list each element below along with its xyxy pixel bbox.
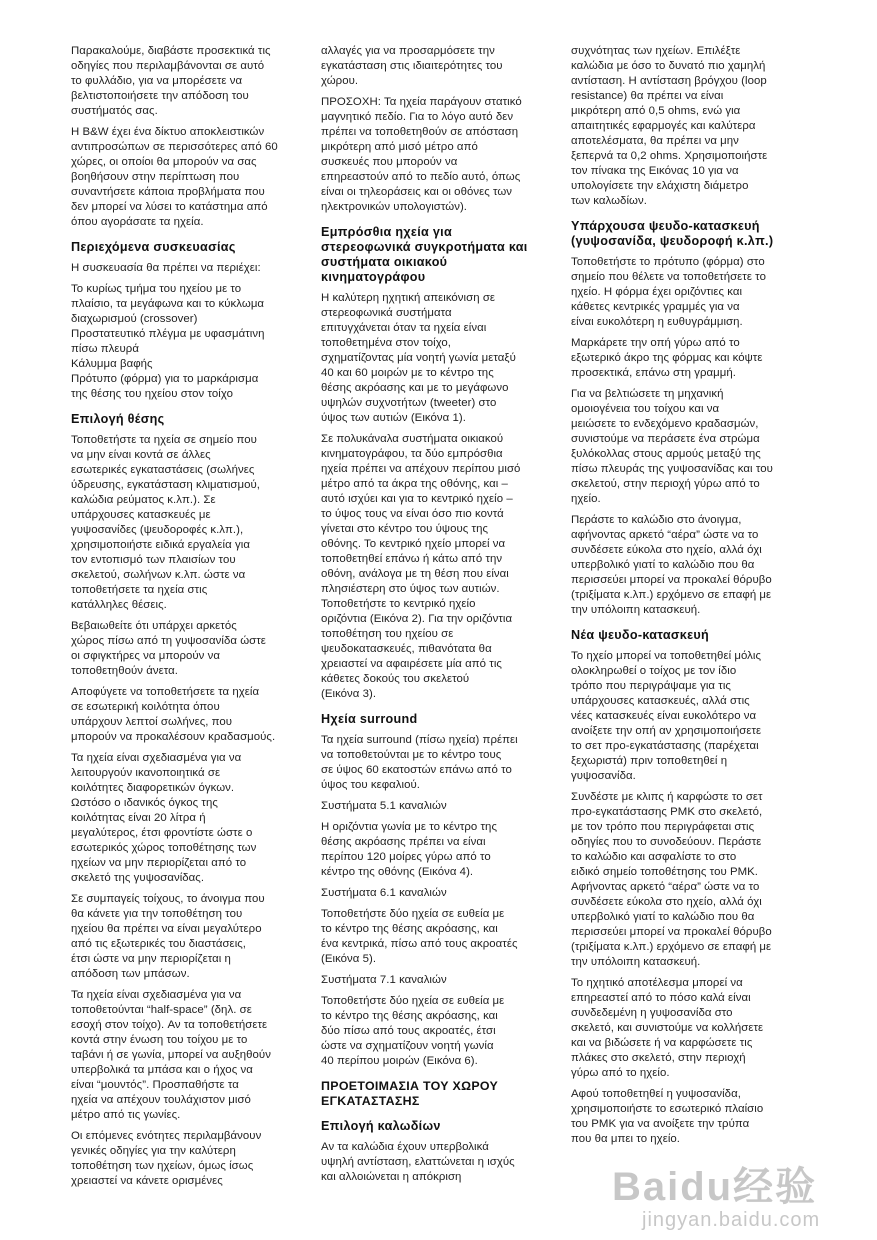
paragraph: Το ηχείο μπορεί να τοποθετηθεί μόλις ολοκληρωθεί ο τοίχος με τον ίδιο τρόπο που περιγράψαμε για τις υπάρχουσες κατασκευές, αλλά στις νέες κατασκευές είναι ευκολότερο να ανοίξετε την οπή αν χρησιμοποιήσετε το σετ προ-εγκατάστασης (παρέχεται ξεχωριστά) πριν τοποθετηθεί η γυψοσανίδα. <box>571 650 762 782</box>
paragraph: Τοποθετήστε το πρότυπο (φόρμα) στο σημείο που θέλετε να τοποθετήσετε το ηχείο. Η φόρμα έχει οριζόντιες και κάθετες κεντρικές γραμμές για να είναι ευκολότερη η ευθυγράμμιση. <box>571 256 766 328</box>
section-heading: Εμπρόσθια ηχεία για στερεοφωνικά συγκροτήματα και συστήματα οικιακού κινηματογράφου <box>321 225 528 284</box>
paragraph: Τοποθετήστε τα ηχεία σε σημείο που να μην είναι κοντά σε άλλες εσωτερικές εγκαταστάσεις (σωλήνες ύδρευσης, εγκατάσταση κλιματισμού, καλώδια ρεύματος κ.λπ.). Σε υπάρχουσες κατασκευές με γυψοσανίδες (ψευδοροφές κ.λπ.), χρησιμοποιήστε ειδικά εργαλεία για τον εντοπισμό των πλαισίων του σκελετού, σωλήνων κ.λπ. ώστε να τοποθετήσετε τα ηχεία στις κατάλληλες θέσεις. <box>71 434 260 611</box>
column-2 <box>321 44 569 1191</box>
paragraph: Σε συμπαγείς τοίχους, το άνοιγμα που θα κάνετε για την τοποθέτηση του ηχείου θα πρέπει να είναι μεγαλύτερο από τις εξωτερικές του διαστάσεις, έτσι ώστε να μην περιορίζεται η απόδοση των μπάσων. <box>71 893 265 980</box>
paragraph: αλλαγές για να προσαρμόσετε την εγκατάσταση στις ιδιαιτερότητες του χώρου. <box>321 45 503 87</box>
paragraph: Το ηχητικό αποτέλεσμα μπορεί να επηρεαστεί από το πόσο καλά είναι συνδεδεμένη η γυψοσανίδα στο σκελετό, και συνιστούμε να κολλήσετε και να βιδώσετε ή να καρφώσετε τις πλάκες στο σκελετό, στην περιοχή γύρω από το ηχείο. <box>571 977 764 1079</box>
section-heading: Υπάρχουσα ψευδο-κατασκευή (γυψοσανίδα, ψευδοροφή κ.λπ.) <box>571 219 774 248</box>
paragraph: Οι επόμενες ενότητες περιλαμβάνουν γενικές οδηγίες για την καλύτερη τοποθέτηση των ηχείων, όμως ίσως χρειαστεί να κάνετε ορισμένες <box>71 1130 262 1187</box>
paragraph: Το κυρίως τμήμα του ηχείου με το πλαίσιο, τα μεγάφωνα και το κύκλωμα διαχωρισμού (crossover) Προστατευτικό πλέγμα με υφασμάτινη πίσω πλευρά Κάλυμμα βαφής Πρότυπο (φόρμα) για το μαρκάρισμα της θέσης του ηχείου στον τοίχο <box>71 283 265 400</box>
paragraph: ΠΡΟΣΟΧΗ: Τα ηχεία παράγουν στατικό μαγνητικό πεδίο. Για το λόγο αυτό δεν πρέπει να τοποθετηθούν σε απόσταση μικρότερη από μισό μέτρο από συσκευές που μπορούν να επηρεαστούν από το πεδίο αυτό, όπως είναι οι τηλεοράσεις και οι οθόνες των ηλεκτρονικών υπολογιστών). <box>321 96 522 213</box>
paragraph: Συνδέστε με κλιπς ή καρφώστε το σετ προ-εγκατάστασης PMK στο σκελετό, με τον τρόπο που περιγράφεται στις οδηγίες που το συνοδεύουν. Περάστε το καλώδιο και ασφαλίστε το στο ειδικό σημείο τοποθέτησης του PMK. Αφήνοντας αρκετό “αέρα” ώστε να το συνδέσετε εύκολα στο ηχείο, αλλά όχι υπερβολικό γιατί το καλώδιο που θα περισσεύει μπορεί να προκαλεί θόρυβο (τριξίματα κ.λπ.) ερχόμενο σε επαφή με την υπόλοιπη κατασκευή. <box>571 791 772 968</box>
paragraph: Αν τα καλώδια έχουν υπερβολικά υψηλή αντίσταση, ελαττώνεται η ισχύς και αλλοιώνεται η απόκριση <box>321 1141 515 1183</box>
paragraph: Συστήματα 5.1 καναλιών <box>321 800 447 812</box>
paragraph: Τα ηχεία surround (πίσω ηχεία) πρέπει να τοποθετούνται με το κέντρο τους σε ύψος 60 εκατοστών επάνω από το ύψος του κεφαλιού. <box>321 734 518 791</box>
paragraph: Σε πολυκάναλα συστήματα οικιακού κινηματογράφου, τα δύο εμπρόσθια ηχεία πρέπει να απέχουν περίπου μισό μέτρο από τα άκρα της οθόνης, και – αυτό ισχύει και για το κεντρικό ηχείο – το ύψος τους να είναι όσο πιο κοντά γίνεται στο κέντρο του ύψους της οθόνης. Το κεντρικό ηχείο μπορεί να τοποθετηθεί επάνω ή κάτω από την οθόνη, ανάλογα με τη θέση που είναι πλησιέστερη στο ύψος των αυτιών. Τοποθετήστε το κεντρικό ηχείο οριζόντια (Εικόνα 2). Για την οριζόντια τοποθέτηση του ηχείου σε ψευδοκατασκευές, πιθανότατα θα χρειαστεί να αφαιρέσετε μία από τις κάθετες δοκούς του σκελετού (Εικόνα 3). <box>321 433 521 700</box>
paragraph: Για να βελτιώσετε τη μηχανική ομοιογένεια του τοίχου και να μειώσετε το ενδεχόμενο κραδασμών, συνιστούμε να περάσετε ένα στρώμα ξυλόκολλας στους αρμούς μεταξύ της πίσω πλευράς της γυψοσανίδας και του σκελετού, στην περιοχή γύρω από το ηχείο. <box>571 388 773 505</box>
paragraph: Περάστε το καλώδιο στο άνοιγμα, αφήνοντας αρκετό “αέρα” ώστε να το συνδέσετε εύκολα στο ηχείο, αλλά όχι υπερβολικό γιατί το καλώδιο που θα περισσεύει μπορεί να προκαλεί θόρυβο (τριξίματα κ.λπ.) ερχόμενο σε επαφή με την υπόλοιπη κατασκευή. <box>571 514 772 616</box>
section-heading: Επιλογή καλωδίων <box>321 1119 441 1133</box>
paragraph: Η οριζόντια γωνία με το κέντρο της θέσης ακρόασης πρέπει να είναι περίπου 120 μοίρες γύρω από το κέντρο της οθόνης (Εικόνα 4). <box>321 821 497 878</box>
paragraph: συχνότητας των ηχείων. Επιλέξτε καλώδια με όσο το δυνατό πιο χαμηλή αντίσταση. Η αντίσταση βρόγχου (loop resistance) θα πρέπει να είναι μικρότερη από 0,5 ohms, ενώ για απαιτητικές εφαρμογές και καλύτερα αποτελέσματα, θα πρέπει να μην ξεπερνά τα 0,2 ohms. Χρησιμοποιήστε τον πίνακα της Εικόνας 10 για να υπολογίσετε την ελάχιστη διάμετρο των καλωδίων. <box>571 45 768 207</box>
paragraph: Αφού τοποθετηθεί η γυψοσανίδα, χρησιμοποιήστε το εσωτερικό πλαίσιο του PMK για να ανοίξετε την τρύπα που θα μπει το ηχείο. <box>571 1088 764 1145</box>
paragraph: Τοποθετήστε δύο ηχεία σε ευθεία με το κέντρο της θέσης ακρόασης, και ένα κεντρικά, πίσω από τους ακροατές (Εικόνα 5). <box>321 908 518 965</box>
paragraph: Αποφύγετε να τοποθετήσετε τα ηχεία σε εσωτερική κοιλότητα όπου υπάρχουν λεπτοί σωλήνες, που μπορούν να προκαλέσουν κραδασμούς. <box>71 686 276 743</box>
watermark-url: jingyan.baidu.com <box>642 1209 821 1231</box>
paragraph: Παρακαλούμε, διαβάστε προσεκτικά τις οδηγίες που περιλαμβάνονται σε αυτό το φυλλάδιο, για να μπορέσετε να βελτιστοποιήσετε την απόδοση του συστήματός σας. <box>71 45 271 117</box>
paragraph: Τα ηχεία είναι σχεδιασμένα για να τοποθετούνται “half-space” (δηλ. σε εσοχή στον τοίχο). Αν τα τοποθετήσετε κοντά στην ένωση του τοίχου με το ταβάνι ή σε γωνία, μπορεί να αυξηθούν υπερβολικά τα μπάσα και ο ήχος να είναι “μουντός”. Προσπαθήστε τα ηχεία να απέχουν τουλάχιστον μισό μέτρο από τις γωνίες. <box>71 989 271 1121</box>
section-heading: ΠΡΟΕΤΟΙΜΑΣΙΑ ΤΟΥ ΧΩΡΟΥ ΕΓΚΑΤΑΣΤΑΣΗΣ <box>321 1079 499 1108</box>
watermark-logo: Baidu经验 <box>612 1165 818 1209</box>
section-heading: Επιλογή θέσης <box>71 412 165 426</box>
paragraph: Η συσκευασία θα πρέπει να περιέχει: <box>71 262 261 274</box>
paragraph: Η καλύτερη ηχητική απεικόνιση σε στερεοφωνικά συστήματα επιτυγχάνεται όταν τα ηχεία είναι τοποθετημένα στον τοίχο, σχηματίζοντας μία νοητή γωνία μεταξύ 40 και 60 μοιρών με το κέντρο της θέσης ακρόασης και με το μεγάφωνο υψηλών συχνοτήτων (tweeter) στο ύψος των αυτιών (Εικόνα 1). <box>321 292 516 424</box>
paragraph: Τα ηχεία είναι σχεδιασμένα για να λειτουργούν ικανοποιητικά σε κοιλότητες διαφορετικών όγκων. Ωστόσο ο ιδανικός όγκος της κοιλότητας είναι 20 λίτρα ή μεγαλύτερος, έτσι φροντίστε ώστε ο εσωτερικός χώρος τοποθέτησης των ηχείων να μην περιορίζεται από το σκελετό της γυψοσανίδας. <box>71 752 257 884</box>
column-1 <box>71 44 319 1195</box>
column-3 <box>571 44 819 1153</box>
paragraph: Τοποθετήστε δύο ηχεία σε ευθεία με το κέντρο της θέσης ακρόασης, και δύο πίσω από τους ακροατές, έτσι ώστε να σχηματίζουν νοητή γωνία 40 περίπου μοιρών (Εικόνα 6). <box>321 995 505 1067</box>
paragraph: Βεβαιωθείτε ότι υπάρχει αρκετός χώρος πίσω από τη γυψοσανίδα ώστε οι σφιγκτήρες να μπορούν να τοποθετηθούν άνετα. <box>71 620 266 677</box>
paragraph: Συστήματα 6.1 καναλιών <box>321 887 447 899</box>
section-heading: Νέα ψευδο-κατασκευή <box>571 628 710 642</box>
paragraph: Συστήματα 7.1 καναλιών <box>321 974 447 986</box>
section-heading: Ηχεία surround <box>321 712 418 726</box>
baidu-watermark <box>612 1166 820 1232</box>
section-heading: Περιεχόμενα συσκευασίας <box>71 240 236 254</box>
paragraph: Μαρκάρετε την οπή γύρω από το εξωτερικό άκρο της φόρμας και κόψτε προσεκτικά, επάνω στη γραμμή. <box>571 337 763 379</box>
paragraph: Η B&W έχει ένα δίκτυο αποκλειστικών αντιπροσώπων σε περισσότερες από 60 χώρες, οι οποίοι θα μπορούν να σας βοηθήσουν στην περίπτωση που συναντήσετε κάποια προβλήματα που δεν μπορεί να λύσει το κατάστημα από όπου αγοράσατε τα ηχεία. <box>71 126 278 228</box>
